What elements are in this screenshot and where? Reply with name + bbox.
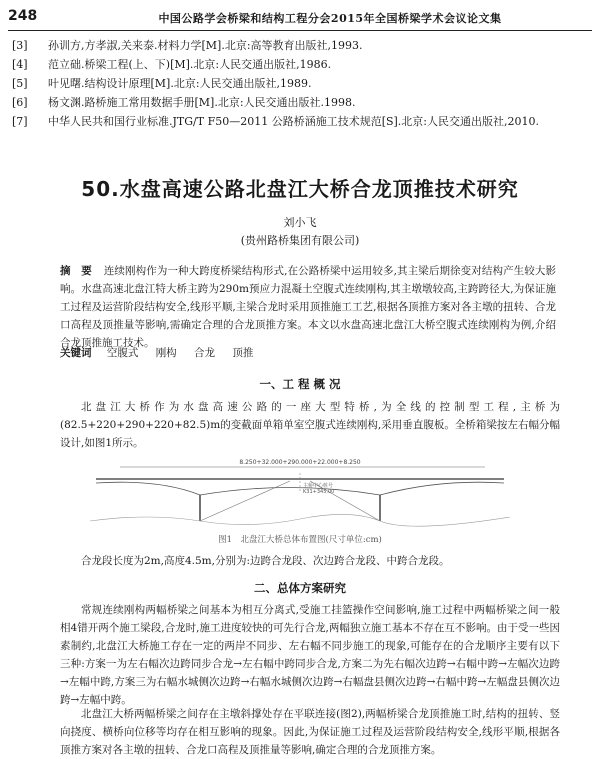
keywords <box>60 345 556 360</box>
keyword: 合龙 <box>194 347 216 359</box>
keywords-label: 关键词 <box>60 347 92 359</box>
reference-text: 中华人民共和国行业标准.JTG/T F50—2011 公路桥涵施工技术规范[S].北京:人民交通出版社,2010. <box>48 115 539 128</box>
keyword: 空腹式 <box>106 347 139 359</box>
reference-item <box>12 93 588 112</box>
girder-soffit <box>200 488 380 496</box>
reference-list <box>12 36 588 131</box>
abstract-label: 摘 要 <box>60 265 92 277</box>
reference-item <box>12 112 588 131</box>
keyword: 刚构 <box>155 347 177 359</box>
author-affiliation: (贵州路桥集团有限公司) <box>240 234 360 247</box>
reference-text: 叶见曙.结构设计原理[M].北京:人民交通出版社,1989. <box>48 77 312 90</box>
author-name: 刘小飞 <box>283 216 317 229</box>
keyword: 顶推 <box>232 347 254 359</box>
reference-number: [4] <box>12 58 28 71</box>
reference-item <box>12 55 588 74</box>
closure-length-paragraph: 合龙段长度为2m,高度4.5m,分别为:边跨合龙段、次边跨合龙段、中跨合龙段。 <box>81 555 450 567</box>
scheme-paragraph-2: 北盘江大桥两幅桥梁之间存在主墩斜撑处存在平联连接(图2),两幅桥梁合龙顶推施工时,结构的扭转、竖向挠度、横桥向位移等均存在相互影响的现象。因此,为保证施工过程及运营阶段结构安全,线形平顺,根据各顶推方案对各主墩的扭转、合龙口高程及顶推量等影响,确定合理的合龙顶推方案。 <box>60 708 560 756</box>
strut <box>200 481 290 521</box>
reference-item <box>12 36 588 55</box>
ground-profile <box>90 514 510 526</box>
paper-title: 50.水盘高速公路北盘江大桥合龙顶推技术研究 <box>81 177 519 201</box>
overview-paragraph: 北盘江大桥作为水盘高速公路的一座大型特桥,为全线的控制型工程,主桥为(82.5+220+290+220+82.5)m的变截面单箱单室空腹式连续刚构,采用垂直腹板。全桥箱梁按左右幅分幅设计,如图1所示。 <box>60 401 560 449</box>
reference-number: [3] <box>12 39 28 52</box>
reference-text: 范立础.桥梁工程(上、下)[M].北京:人民交通出版社,1986. <box>48 58 332 71</box>
girder-soffit <box>96 482 200 495</box>
reference-number: [6] <box>12 96 28 109</box>
scheme-paragraph-1: 常规连续刚构两幅桥梁之间基本为相互分离式,受施工挂篮操作空间影响,施工过程中两幅桥梁之间一般相4错开两个施工梁段,合龙时,施工进度较快的可先行合龙,两幅独立施工基本不存在互不影响。由于受一些因素制约,北盘江大桥施工存在一定的两岸不同步、左右幅不同步施工的现象,可能存在的合龙顺序主要有以下三种:方案一为左右幅次边跨同步合龙→左右幅中跨同步合龙,方案二为先右幅次边跨→右幅中跨→左幅次边跨→左幅中跨,方案三为右幅水城侧次边跨→右幅水城侧次边跨→右幅盘县侧次边跨→右幅中跨→左幅盘县侧次边跨→左幅中跨。 <box>60 604 560 706</box>
bridge-elevation-figure <box>90 455 510 527</box>
reference-number: [5] <box>12 77 28 90</box>
section-heading-scheme: 二、总体方案研究 <box>254 581 346 595</box>
section-heading-overview: 一、工 程 概 况 <box>259 377 341 391</box>
figure-dimension-label: 8.250+32.000+290.000+22.000+8.250 <box>239 459 361 466</box>
abstract-text: 连续刚构作为一种大跨度桥梁结构形式,在公路桥梁中运用较多,其主梁后期徐变对结构产生较大影响。水盘高速北盘江特大桥主跨为290m预应力混凝土空腹式连续刚构,其主墩墩较高,主跨跨径大,为保证施工过程及运营阶段结构安全,线形平顺,主梁合龙时采用顶推施工工艺,根据各顶推方案对各主墩的扭转、合龙口高程及顶推量等影响,需确定合理的合龙顶推方案。本文以水盘高速北盘江大桥空腹式连续刚构为例,介绍合龙顶推施工技术。 <box>60 265 557 349</box>
page-number: 248 <box>8 8 38 24</box>
running-header <box>8 6 592 31</box>
figure-note-2: K31+345.00 <box>303 489 335 495</box>
reference-item <box>12 74 588 93</box>
abstract <box>60 262 556 352</box>
figure-note-1: 主桥中心桩号 <box>303 483 334 489</box>
figure-caption: 图1 北盘江大桥总体布置图(尺寸单位:cm) <box>218 535 382 545</box>
girder-soffit <box>380 482 504 495</box>
reference-text: 杨文渊.路桥施工常用数据手册[M].北京:人民交通出版社.1998. <box>48 96 356 109</box>
reference-text: 孙训方,方孝淑,关来泰.材料力学[M].北京:高等教育出版社,1993. <box>48 39 363 52</box>
journal-title: 中国公路学会桥梁和结构工程分会2015年全国桥梁学术会议论文集 <box>158 12 502 25</box>
reference-number: [7] <box>12 115 28 128</box>
